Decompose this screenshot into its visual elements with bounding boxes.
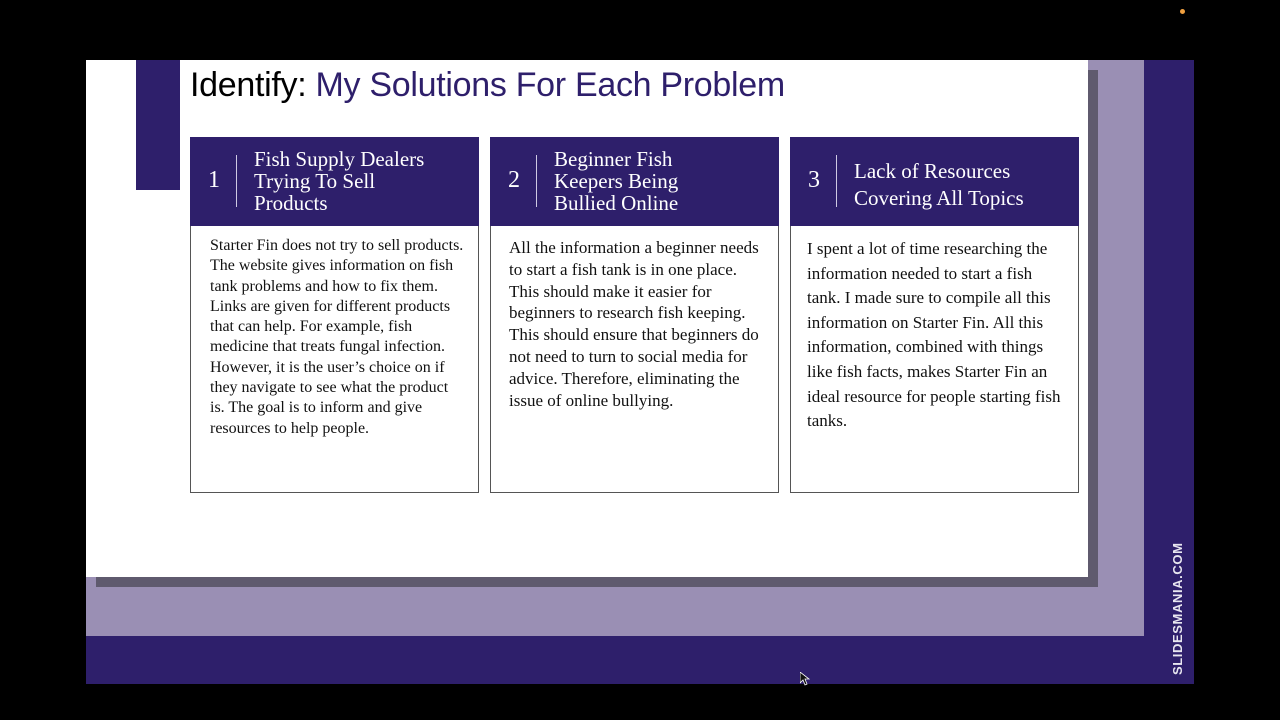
mouse-cursor-icon bbox=[800, 672, 810, 686]
slide-title bbox=[190, 66, 785, 105]
card-title-line: Covering All Topics bbox=[854, 186, 1024, 210]
card-title-line: Keepers Being bbox=[554, 169, 679, 193]
title-highlight: My Solutions For Each Problem bbox=[315, 66, 785, 104]
card-title-line: Beginner Fish bbox=[554, 147, 673, 171]
card-title-line: Trying To Sell bbox=[254, 169, 376, 193]
card-divider bbox=[836, 155, 837, 207]
card-header bbox=[490, 137, 779, 226]
card-header bbox=[790, 137, 1079, 226]
card-divider bbox=[536, 155, 537, 207]
recording-indicator-icon bbox=[1180, 9, 1185, 14]
card-number: 2 bbox=[508, 167, 520, 193]
card-title bbox=[554, 148, 678, 214]
title-prefix: Identify: bbox=[190, 66, 307, 104]
card-title bbox=[854, 158, 1024, 212]
accent-bar bbox=[136, 60, 180, 190]
card-title-line: Lack of Resources bbox=[854, 159, 1011, 183]
card-header bbox=[190, 137, 479, 226]
card-title-line: Bullied Online bbox=[554, 191, 679, 215]
slide bbox=[86, 60, 1088, 577]
solution-card-3 bbox=[790, 137, 1079, 493]
card-title-line: Products bbox=[254, 191, 328, 215]
card-title bbox=[254, 148, 424, 214]
card-number: 3 bbox=[808, 167, 820, 193]
card-title-line: Fish Supply Dealers bbox=[254, 147, 425, 171]
card-number: 1 bbox=[208, 167, 220, 193]
watermark-text: SLIDESMANIA.COM bbox=[1170, 542, 1185, 675]
solution-card-1 bbox=[190, 137, 479, 493]
card-body: All the information a beginner needs to start a fish tank is in one place. This should make it easier for beginners to research fish keeping. This should ensure that beginners do not need to turn to social media for advice. Therefore, eliminating the issue of online bullying. bbox=[509, 238, 759, 410]
card-divider bbox=[236, 155, 237, 207]
card-body: I spent a lot of time researching the information needed to start a fish tank. I made sure to compile all this information on Starter Fin. All this information, combined with things like fish facts, makes Starter Fin an ideal resource for people starting fish tanks. bbox=[807, 239, 1061, 431]
card-body: Starter Fin does not try to sell products. The website gives information on fish tank problems and how to fix them. Links are given for different products that can help. For example, fish medicine that treats fungal infection. However, it is the user’s choice on if they navigate to see what the product is. The goal is to inform and give resources to help people. bbox=[210, 237, 464, 437]
solution-card-2 bbox=[490, 137, 779, 493]
